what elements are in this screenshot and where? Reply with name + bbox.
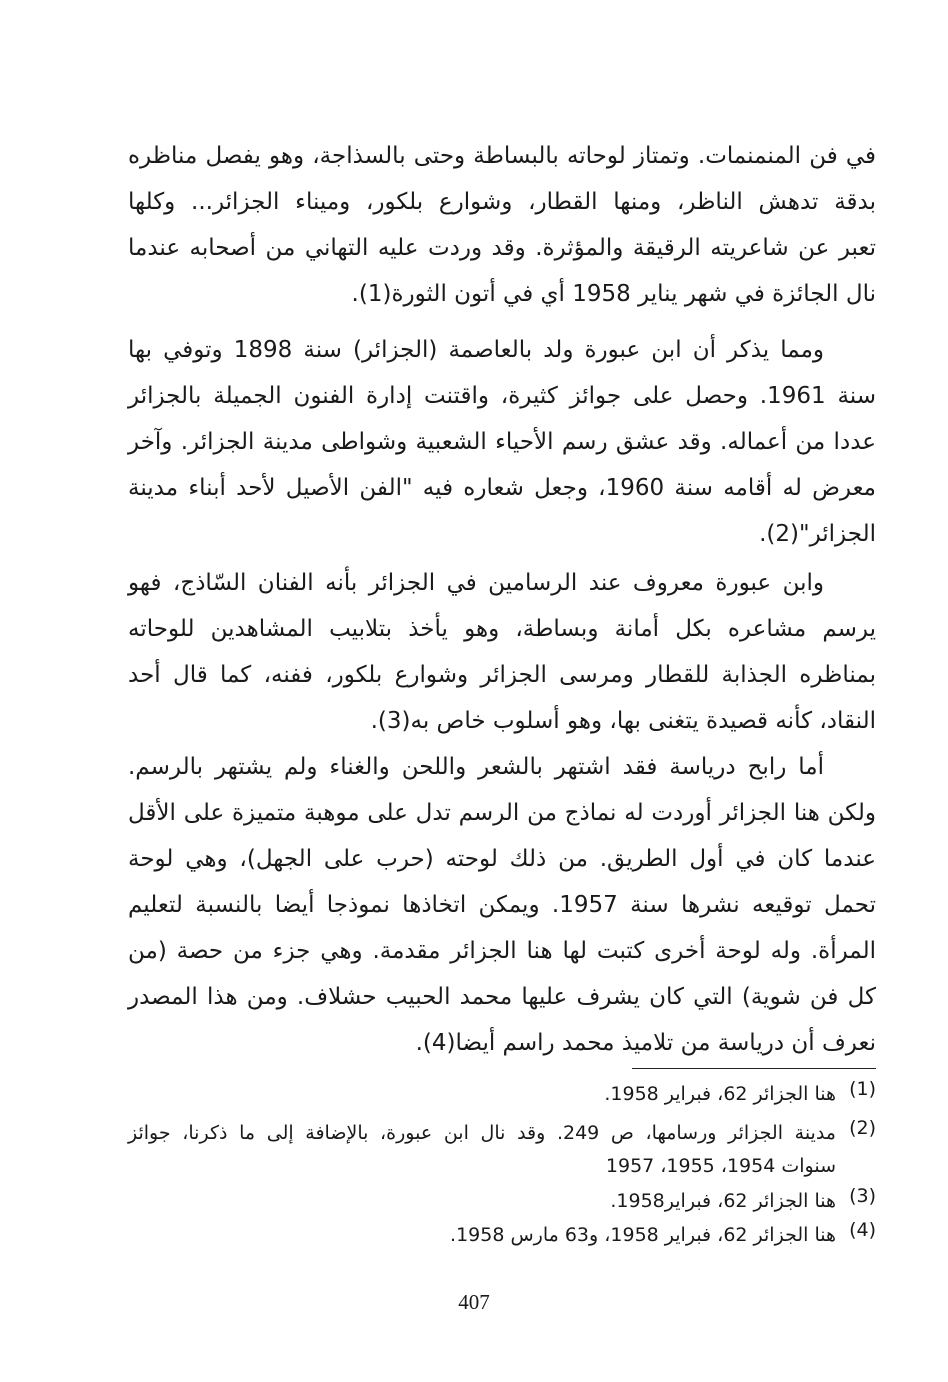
paragraph-line: ومما يذكر أن ابن عبورة ولد بالعاصمة (الجزائر) سنة 1898 وتوفي بها <box>128 337 824 363</box>
footnote-text: هنا الجزائر 62، فبراير1958. <box>610 1190 836 1212</box>
footnote-1 <box>128 1078 876 1111</box>
paragraph-line: بدقة تدهش الناظر، ومنها القطار، وشوارع بلكور، وميناء الجزائر... وكلها <box>128 189 876 215</box>
footnote-text: مدينة الجزائر ورسامها، ص 249. وقد نال ابن عبورة، بالإضافة إلى ما ذكرنا، جوائز <box>128 1122 836 1144</box>
footnote-number: (2) <box>849 1117 876 1139</box>
footnote-number: (3) <box>849 1185 876 1207</box>
paragraph-line: عندما كان في أول الطريق. من ذلك لوحته (حرب على الجهل)، وهي لوحة <box>128 846 876 872</box>
footnote-2 <box>128 1117 876 1183</box>
paragraph-line: كل فن شوية) التي كان يشرف عليها محمد الحبيب حشلاف. ومن هذا المصدر <box>128 984 876 1010</box>
page-number: 407 <box>458 1290 490 1314</box>
paragraph-line: الجزائر"(2). <box>759 521 876 547</box>
paragraph-4 <box>128 744 876 1066</box>
paragraph-line: تعبر عن شاعريته الرقيقة والمؤثرة. وقد وردت عليه التهاني من أصحابه عندما <box>128 235 876 261</box>
paragraph-line: تحمل توقيعه نشرها سنة 1957. ويمكن اتخاذها نموذجا أيضا بالنسبة لتعليم <box>128 892 876 918</box>
paragraph-line: المرأة. وله لوحة أخرى كتبت لها هنا الجزائر مقدمة. وهي جزء من حصة (من <box>128 938 876 964</box>
paragraph-3 <box>128 560 876 744</box>
paragraph-line: معرض له أقامه سنة 1960، وجعل شعاره فيه "الفن الأصيل لأحد أبناء مدينة <box>128 475 876 501</box>
paragraph-line: وابن عبورة معروف عند الرسامين في الجزائر بأنه الفنان السّاذج، فهو <box>128 570 824 596</box>
paragraph-line: النقاد، كأنه قصيدة يتغنى بها، وهو أسلوب خاص به(3). <box>370 708 876 734</box>
paragraph-line: ولكن هنا الجزائر أوردت له نماذج من الرسم تدل على موهبة متميزة على الأقل <box>128 800 876 826</box>
footnote-text: هنا الجزائر 62، فبراير 1958. <box>604 1083 836 1105</box>
paragraph-line: بمناظره الجذابة للقطار ومرسى الجزائر وشوارع بلكور، ففنه، كما قال أحد <box>128 662 876 688</box>
footnote-number: (1) <box>849 1078 876 1100</box>
paragraph-line: سنة 1961. وحصل على جوائز كثيرة، واقتنت إدارة الفنون الجميلة بالجزائر <box>128 383 876 409</box>
footnote-4 <box>128 1219 876 1252</box>
footnote-text: هنا الجزائر 62، فبراير 1958، و63 مارس 1958. <box>450 1224 836 1246</box>
footnote-text: سنوات 1954، 1955، 1957 <box>605 1155 836 1177</box>
paragraph-2 <box>128 327 876 557</box>
footnote-number: (4) <box>849 1219 876 1241</box>
paragraph-line: يرسم مشاعره بكل أمانة وبساطة، وهو يأخذ بتلابيب المشاهدين للوحاته <box>128 616 876 642</box>
paragraph-line: في فن المنمنمات. وتمتاز لوحاته بالبساطة وحتى بالسذاجة، وهو يفصل مناظره <box>128 143 876 169</box>
paragraph-line: أما رابح درياسة فقد اشتهر بالشعر واللحن والغناء ولم يشتهر بالرسم. <box>128 754 824 780</box>
paragraph-line: نعرف أن درياسة من تلاميذ محمد راسم أيضا(4). <box>415 1030 876 1056</box>
footnote-3 <box>128 1185 876 1218</box>
paragraph-line: نال الجائزة في شهر يناير 1958 أي في أتون الثورة(1). <box>351 281 876 307</box>
footnote-separator <box>632 1068 876 1069</box>
paragraph-1 <box>128 133 876 317</box>
paragraph-line: عددا من أعماله. وقد عشق رسم الأحياء الشعبية وشواطى مدينة الجزائر. وآخر <box>128 429 876 455</box>
